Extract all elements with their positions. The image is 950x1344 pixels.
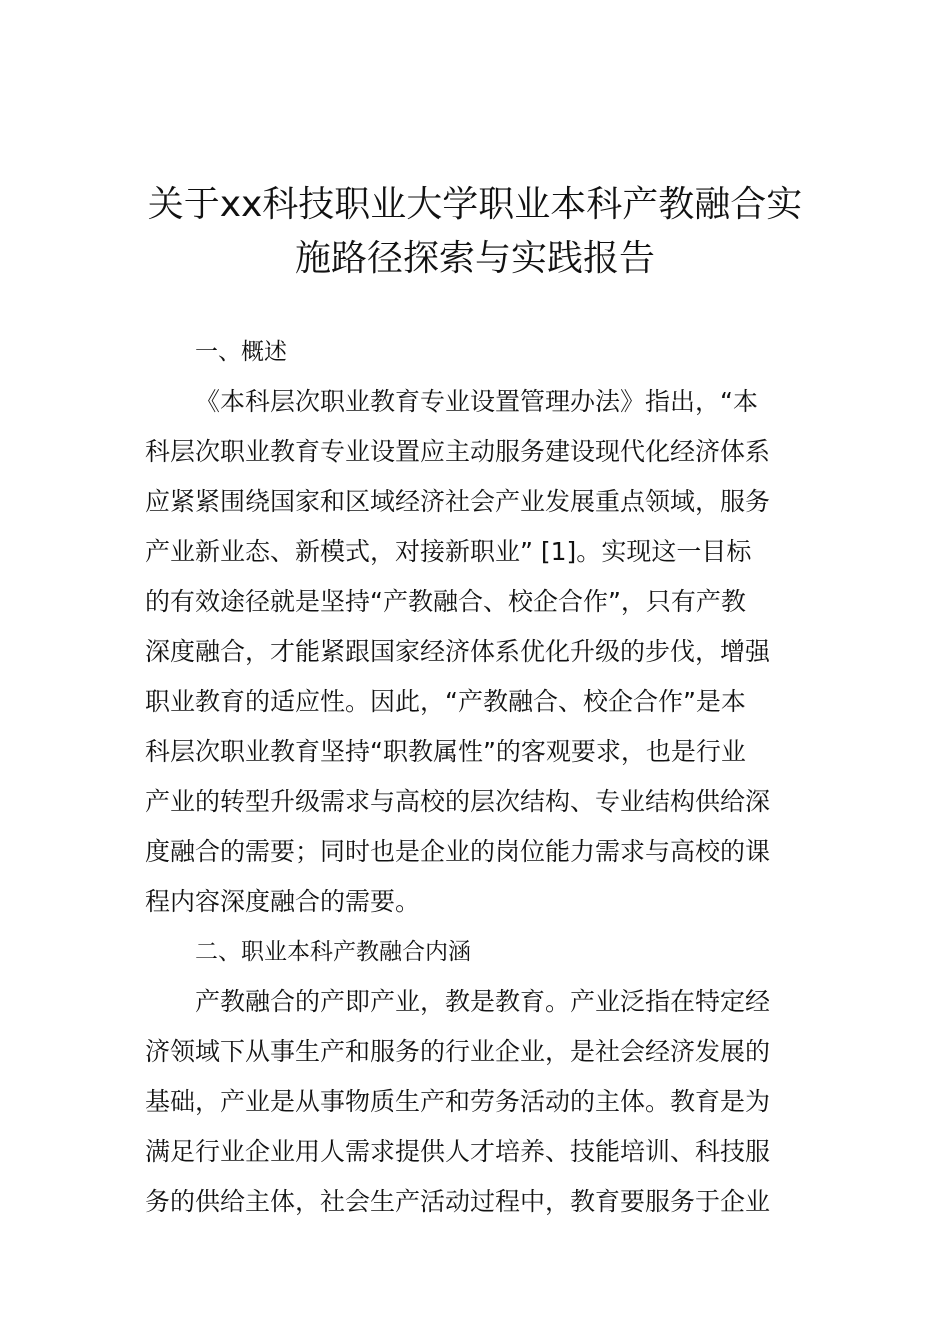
paragraph-line: 程内容深度融合的需要。 [145, 887, 421, 916]
paragraph-line: 产教融合的产即产业，教是教育。产业泛指在特定经 [195, 987, 771, 1016]
paragraph-line: 基础，产业是从事物质生产和劳务活动的主体。教育是为 [145, 1087, 771, 1116]
paragraph-line: 深度融合，才能紧跟国家经济体系优化升级的步伐，增强 [145, 637, 771, 666]
section-heading-connotation: 二、职业本科产教融合内涵 [195, 939, 471, 965]
paragraph-line: 《本科层次职业教育专业设置管理办法》指出，“本 [195, 387, 758, 416]
paragraph-line: 产业新业态、新模式，对接新职业” [1]。实现这一目标 [145, 537, 752, 566]
paragraph-line: 济领域下从事生产和服务的行业企业，是社会经济发展的 [145, 1037, 771, 1066]
title-line: 施路径探索与实践报告 [294, 238, 655, 279]
section-heading-overview: 一、概述 [195, 339, 287, 365]
paragraph-line: 科层次职业教育专业设置应主动服务建设现代化经济体系 [145, 437, 771, 466]
paragraph-line: 产业的转型升级需求与高校的层次结构、专业结构供给深 [145, 787, 771, 816]
paragraph-line: 度融合的需要；同时也是企业的岗位能力需求与高校的课 [145, 837, 771, 866]
title-line: 关于xx科技职业大学职业本科产教融合实 [147, 184, 803, 225]
paragraph-line: 职业教育的适应性。因此，“产教融合、校企合作”是本 [145, 687, 746, 716]
paragraph-line: 科层次职业教育坚持“职教属性”的客观要求，也是行业 [145, 737, 746, 766]
paragraph-line: 的有效途径就是坚持“产教融合、校企合作”，只有产教 [145, 587, 746, 616]
document-title [140, 178, 810, 286]
paragraph-line: 务的供给主体，社会生产活动过程中，教育要服务于企业 [145, 1187, 771, 1216]
paragraph-line: 满足行业企业用人需求提供人才培养、技能培训、科技服 [145, 1137, 771, 1166]
document-body [145, 327, 809, 1227]
paragraph-line: 应紧紧围绕国家和区域经济社会产业发展重点领域，服务 [145, 487, 771, 516]
